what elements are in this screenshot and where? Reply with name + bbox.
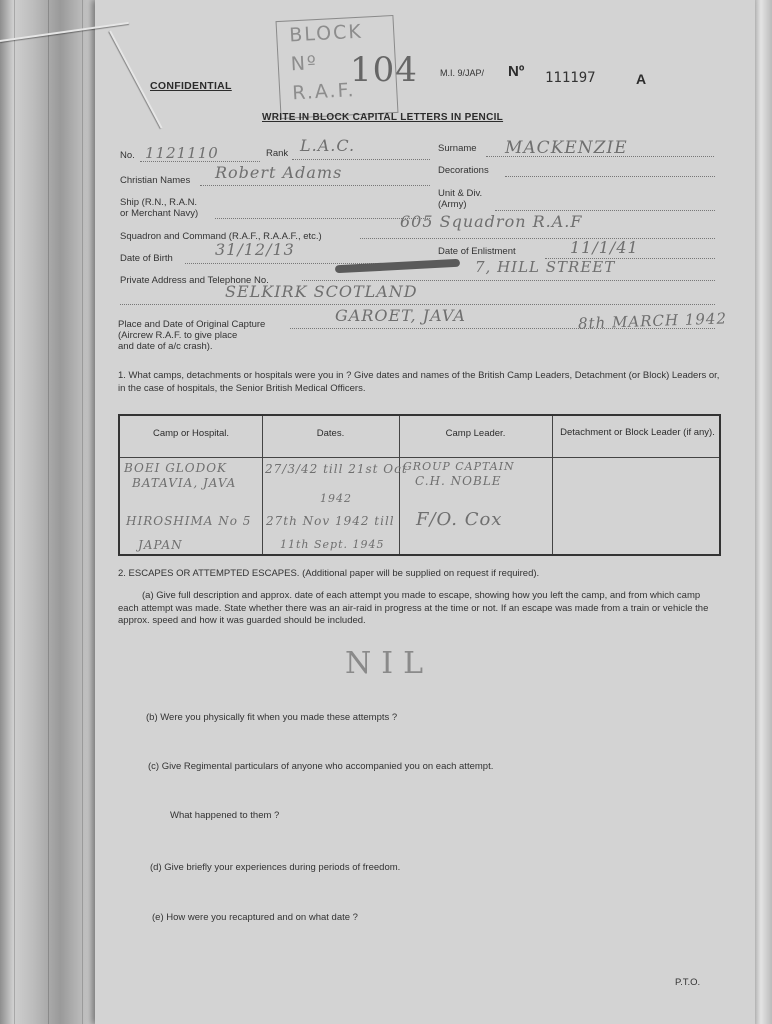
row1-camp-1: BOEI GLODOK (124, 461, 228, 475)
no-label: No. (120, 150, 135, 161)
dob-label: Date of Birth (120, 253, 173, 264)
stamp-number: 104 (350, 50, 418, 90)
question-2b: (b) Were you physically fit when you made these attempts ? (146, 712, 398, 723)
header-dates: Dates. (316, 428, 345, 439)
form-code: M.I. 9/JAP/ (440, 68, 485, 78)
pto-label: P.T.O. (675, 977, 701, 988)
address-label: Private Address and Telephone No. (120, 275, 269, 286)
camp-table (118, 414, 721, 556)
header-camp: Camp or Hospital. (152, 428, 230, 439)
escape-answer: NIL (345, 646, 434, 681)
row1-leader-2: C.H. NOBLE (415, 474, 502, 488)
serial-number: 111197 (545, 70, 596, 86)
row2-camp-2: JAPAN (138, 538, 183, 552)
squadron-label: Squadron and Command (R.A.F., R.A.A.F., etc.) (120, 231, 322, 242)
question-2-title: 2. ESCAPES OR ATTEMPTED ESCAPES. (Additional paper will be supplied on request if required). (118, 568, 540, 579)
file-binder (0, 0, 110, 1024)
number-label: Nº (508, 63, 525, 80)
row2-dates-1: 27th Nov 1942 till (266, 514, 395, 528)
christian-names-value: Robert Adams (215, 163, 343, 182)
unit-label-2: (Army) (438, 199, 467, 210)
stamp-line-2: Nº (290, 52, 319, 76)
enlistment-value: 11/1/41 (570, 238, 639, 257)
question-2c: (c) Give Regimental particulars of anyone who accompanied you on each attempt. (148, 761, 494, 772)
rank-value: L.A.C. (300, 136, 356, 155)
row1-dates-1: 27/3/42 till 21st Oct (265, 462, 408, 476)
question-1: 1. What camps, detachments or hospitals were you in ? Give dates and names of the British Camp Leaders, Detachment (or Block) Leaders or, in the case of hospitals, the Senior British Medical Officers. (118, 370, 720, 394)
question-2a: (a) Give full description and approx. date of each attempt you made to escape, showing how you left the camp, and from which camp each attempt was made. State whether there was an air-raid in progress at the time or not. If an escape was made from a train or vehicle the approx. speed and how it was guarded should be included. (118, 590, 709, 626)
surname-value: MACKENZIE (505, 138, 628, 158)
question-2d: (d) Give briefly your experiences during periods of freedom. (150, 862, 401, 873)
row1-leader-1: GROUP CAPTAIN (403, 460, 515, 473)
question-2c-followup: What happened to them ? (170, 810, 280, 821)
row1-dates-2: 1942 (320, 492, 352, 505)
ship-label-2: or Merchant Navy) (120, 208, 199, 219)
no-value: 1121110 (145, 144, 219, 162)
christian-names-label: Christian Names (120, 175, 191, 186)
address-value-1: 7, HILL STREET (475, 258, 616, 276)
capture-label-1: Place and Date of Original Capture (118, 319, 266, 330)
enlistment-label: Date of Enlistment (438, 246, 516, 257)
dob-value: 31/12/13 (215, 240, 295, 259)
confidential-heading: CONFIDENTIAL (150, 80, 232, 92)
stamp-line-1: BLOCK (288, 20, 364, 47)
squadron-value: 605 Squadron R.A.F (400, 212, 583, 231)
capture-label-2: (Aircrew R.A.F. to give place (118, 330, 238, 341)
capture-label-3: and date of a/c crash). (118, 341, 213, 352)
unit-label-1: Unit & Div. (438, 188, 483, 199)
header-detachment-leader: Detachment or Block Leader (if any). (560, 427, 715, 438)
header-camp-leader: Camp Leader. (445, 428, 506, 439)
serial-suffix: A (636, 71, 647, 87)
pencil-instruction: WRITE IN BLOCK CAPITAL LETTERS IN PENCIL (262, 112, 504, 123)
surname-label: Surname (438, 143, 477, 154)
question-2e: (e) How were you recaptured and on what date ? (152, 912, 358, 923)
address-value-2: SELKIRK SCOTLAND (225, 282, 418, 301)
ship-label-1: Ship (R.N., R.A.N. (120, 197, 198, 208)
page-edge (752, 0, 772, 1024)
capture-place: GAROET, JAVA (335, 306, 466, 325)
row1-camp-2: BATAVIA, JAVA (132, 476, 237, 490)
rank-label: Rank (266, 148, 289, 159)
row2-dates-2: 11th Sept. 1945 (280, 538, 385, 551)
capture-date: 8th MARCH 1942 (577, 309, 728, 333)
decorations-label: Decorations (438, 165, 489, 176)
row2-leader-1: F/O. Cox (416, 509, 503, 530)
stamp-line-3: R.A.F. (291, 79, 356, 105)
row2-camp-1: HIROSHIMA No 5 (126, 514, 252, 528)
